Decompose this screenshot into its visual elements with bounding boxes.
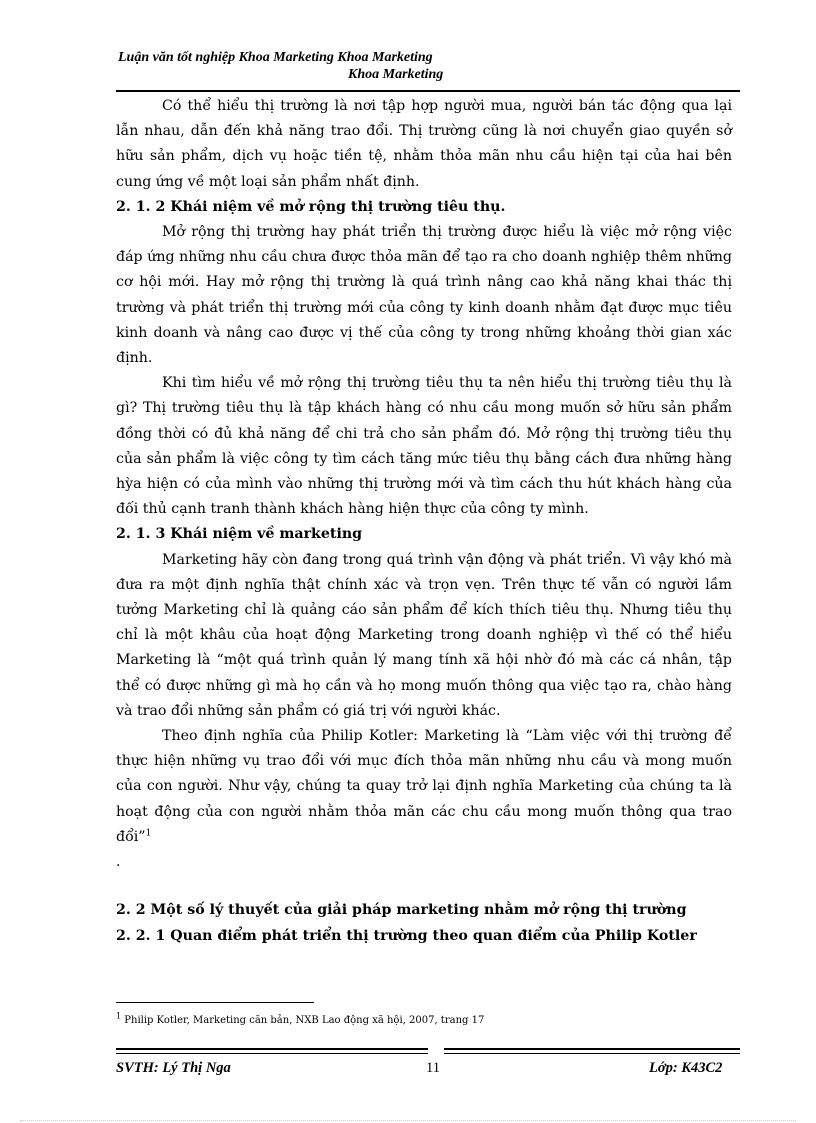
paragraph-marketing-concept: Marketing hãy còn đang trong quá trình vận động và phát triển. Vì vậy khó mà đưa ra một định nghĩa thật chính xác và trọn vẹn. Trên thực tế vẫn có người lầm tưởng Marketing chỉ là quảng cáo sản phẩm để kích thích tiêu thụ. Nhưng tiêu thụ chỉ là một khâu của hoạt động Marketing trong doanh nghiệp vì thế có thể hiểu Marketing là “một quá trình quản lý mang tính xã hội nhờ đó mà các cá nhân, tập thể có được những gì mà họ cần và họ mong muốn thông qua việc tạo ra, chào hàng và trao đổi những sản phẩm có giá trị với người khác. — [116, 551, 732, 719]
header-title-line1: Luận văn tốt nghiệp Khoa Marketing Khoa Marketing — [118, 50, 433, 65]
paragraph-consumption-market: Khi tìm hiểu về mở rộng thị trường tiêu thụ ta nên hiểu thị trường tiêu thụ là gì? Thị trường tiêu thụ là tập khách hàng có nhu cầu mong muốn sở hữu sản phẩm đồng thời có đủ khả năng để chi trả cho sản phẩm đó. Mở rộng thị trường tiêu thụ của sản phẩm là việc công ty tìm cách tăng mức tiêu thụ bằng cách đưa những hàng hỳa hiện có của mình vào những thị trường mới và tìm cách thu hút khách hàng của đối thủ cạnh tranh thành khách hàng hiện thực của công ty mình. — [116, 375, 732, 518]
heading-2-1-2: 2. 1. 2 Khái niệm về mở rộng thị trường tiêu thụ. — [116, 198, 506, 215]
footnote — [116, 1011, 736, 1027]
document-body — [116, 94, 732, 949]
page-header-title — [118, 49, 578, 83]
footer-student-name: SVTH: Lý Thị Nga — [116, 1060, 231, 1076]
footnote-separator — [116, 1002, 314, 1003]
header-rule — [116, 90, 740, 92]
kotler-definition-text: Theo định nghĩa của Philip Kotler: Marketing là “Làm việc với thị trường để thực hiện những vụ trao đổi với mục đích thỏa mãn những nhu cầu và mong muốn của con người. Như vậy, chúng ta quay trở lại định nghĩa Marketing của chúng ta là hoạt động của con người nhằm thỏa mãn các chu cầu mong muốn thông qua trao đổi” — [116, 728, 732, 845]
heading-2-1-3: 2. 1. 3 Khái niệm về marketing — [116, 526, 363, 543]
footnote-reference[interactable]: 1 — [145, 828, 152, 839]
footnote-text: Philip Kotler, Marketing căn bản, NXB Lao động xã hội, 2007, trang 17 — [124, 1015, 485, 1026]
page-boundary — [20, 1120, 796, 1121]
paragraph-market-expansion: Mở rộng thị trường hay phát triển thị trường được hiểu là việc mở rộng việc đáp ứng những nhu cầu chưa được thỏa mãn để tạo ra cho doanh nghiệp thêm những cơ hội mới. Hay mở rộng thị trường là quá trình nâng cao khả năng khai thác thị trường và phát triển thị trường mới của công ty kinh doanh nhằm đạt được mục tiêu kinh doanh và nâng cao được vị thế của công ty trong những khoảng thời gian xác định. — [116, 224, 732, 367]
paragraph-kotler-definition — [116, 724, 732, 850]
footnote-number: 1 — [116, 1011, 122, 1021]
footer-rule-left — [116, 1048, 428, 1054]
footer-page-number: 11 — [426, 1060, 440, 1076]
paragraph-trailing-period: . — [116, 854, 121, 871]
heading-2-2: 2. 2 Một số lý thuyết của giải pháp marketing nhằm mở rộng thị trường — [116, 902, 687, 919]
footer-rule-right — [444, 1048, 740, 1054]
paragraph-market-definition: Có thể hiểu thị trường là nơi tập hợp người mua, người bán tác động qua lại lẫn nhau, dẫn đến khả năng trao đổi. Thị trường cũng là nơi chuyển giao quyền sở hữu sản phẩm, dịch vụ hoặc tiền tệ, nhằm thỏa mãn nhu cầu hiện tại của hai bên cung ứng về một loại sản phẩm nhất định. — [116, 98, 732, 190]
header-title-line2: Khoa Marketing — [348, 67, 444, 82]
footer-class: Lớp: K43C2 — [649, 1060, 723, 1076]
heading-2-2-1: 2. 2. 1 Quan điểm phát triển thị trường theo quan điểm của Philip Kotler — [116, 927, 697, 944]
